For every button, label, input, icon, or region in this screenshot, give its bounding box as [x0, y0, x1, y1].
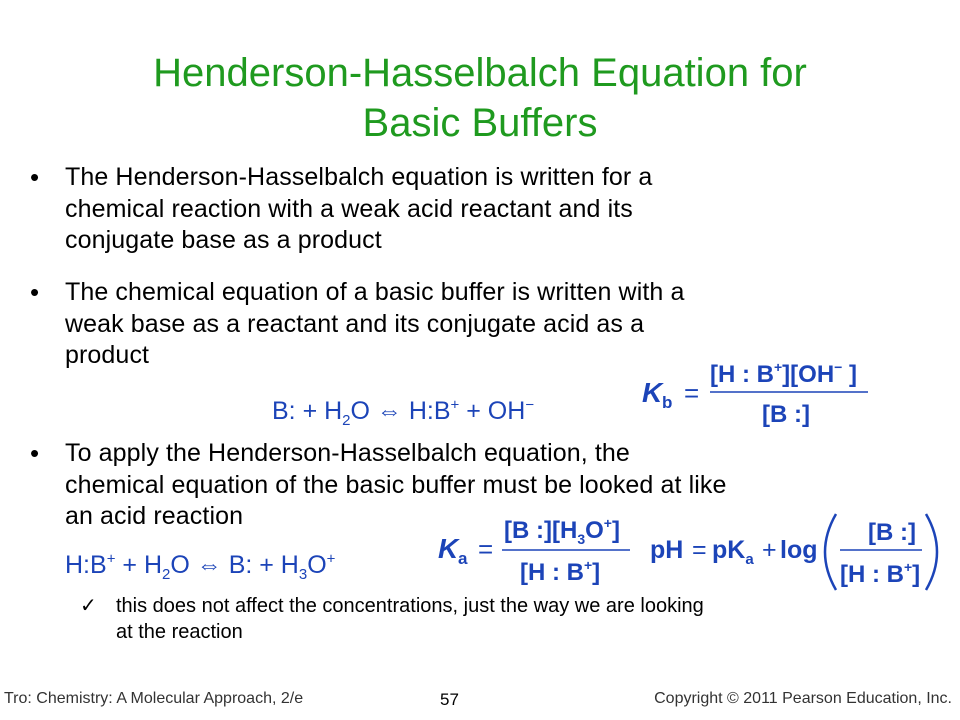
ka-formula: [432, 512, 642, 592]
bullet-2-line-1: The chemical equation of a basic buffer is written with a: [65, 278, 685, 306]
footer-source: Tro: Chemistry: A Molecular Approach, 2/e: [4, 690, 304, 707]
svg-text:pH: pH: [650, 536, 684, 564]
bullet-3-line-1: To apply the Henderson-Hasselbalch equation, the: [65, 439, 630, 467]
sub-bullet-line-2: at the reaction: [116, 621, 243, 643]
footer-copyright: Copyright © 2011 Pearson Education, Inc.: [654, 690, 952, 707]
svg-text:=: =: [478, 534, 494, 564]
bullet-2-line-3: product: [65, 341, 150, 369]
svg-text:[H : B+]: [H : B+]: [840, 559, 921, 588]
title-line-2: Basic Buffers: [362, 101, 598, 145]
svg-text:K: K: [438, 533, 459, 564]
bullet-3-line-2: chemical equation of the basic buffer must be looked at like: [65, 470, 727, 499]
bullet-text-1: [65, 162, 935, 257]
acid-equilibrium-equation: H:B+ + $H_2O$ ⇔ B: + $H_3O^+$: [65, 550, 336, 583]
kb-formula: [636, 352, 876, 432]
bullet-marker: •: [30, 162, 40, 192]
svg-text:+: +: [762, 536, 777, 564]
bullet-1-line-1: The Henderson-Hasselbalch equation is written for a: [65, 163, 653, 191]
bullet-marker: •: [30, 438, 40, 468]
sub-bullet-line-1: this does not affect the concentrations, just the way we are looking: [116, 595, 704, 617]
checkmark-icon: ✓: [80, 595, 97, 617]
svg-text:b: b: [662, 393, 673, 412]
title-line-1: Henderson-Hasselbalch Equation for: [153, 51, 807, 95]
bullet-3-line-3: an acid reaction: [65, 502, 244, 530]
ph-formula: [646, 508, 940, 596]
bullet-marker: •: [30, 277, 40, 307]
base-equilibrium-equation: B: + $H_2O$ ⇔ H:B+ + OH−: [272, 396, 535, 429]
svg-text:[B :]: [B :]: [762, 401, 810, 428]
svg-text:[B :][H3O+]: [B $:][H_3O^+]$: [504, 515, 620, 547]
svg-text:[H : B+]: [H : B+]: [520, 557, 601, 586]
svg-text:[H : B+][OH− ]: [H : B+][OH− ]: [710, 359, 858, 388]
svg-text:=: =: [692, 536, 707, 564]
double-arrow-icon: ⇔: [376, 397, 402, 425]
svg-text:pKa: $pK_a$: [712, 536, 754, 568]
svg-text:K: K: [642, 377, 663, 408]
svg-text:a: a: [458, 549, 468, 568]
right-paren: [926, 514, 937, 590]
sub-bullet-text: [116, 593, 916, 645]
svg-text:=: =: [684, 378, 700, 408]
bullet-2-line-2: weak base as a reactant and its conjugate acid as a: [65, 309, 645, 338]
slide-title: [60, 48, 900, 148]
bullet-1-line-3: conjugate base as a product: [65, 226, 382, 254]
svg-text:[B :]: [B :]: [868, 519, 916, 546]
svg-text:log: log: [780, 536, 818, 564]
left-paren: [825, 514, 836, 590]
double-arrow-icon: ⇔: [196, 551, 222, 579]
bullet-1-line-2: chemical reaction with a weak acid reactant and its: [65, 194, 633, 223]
page-number: 57: [440, 690, 459, 709]
